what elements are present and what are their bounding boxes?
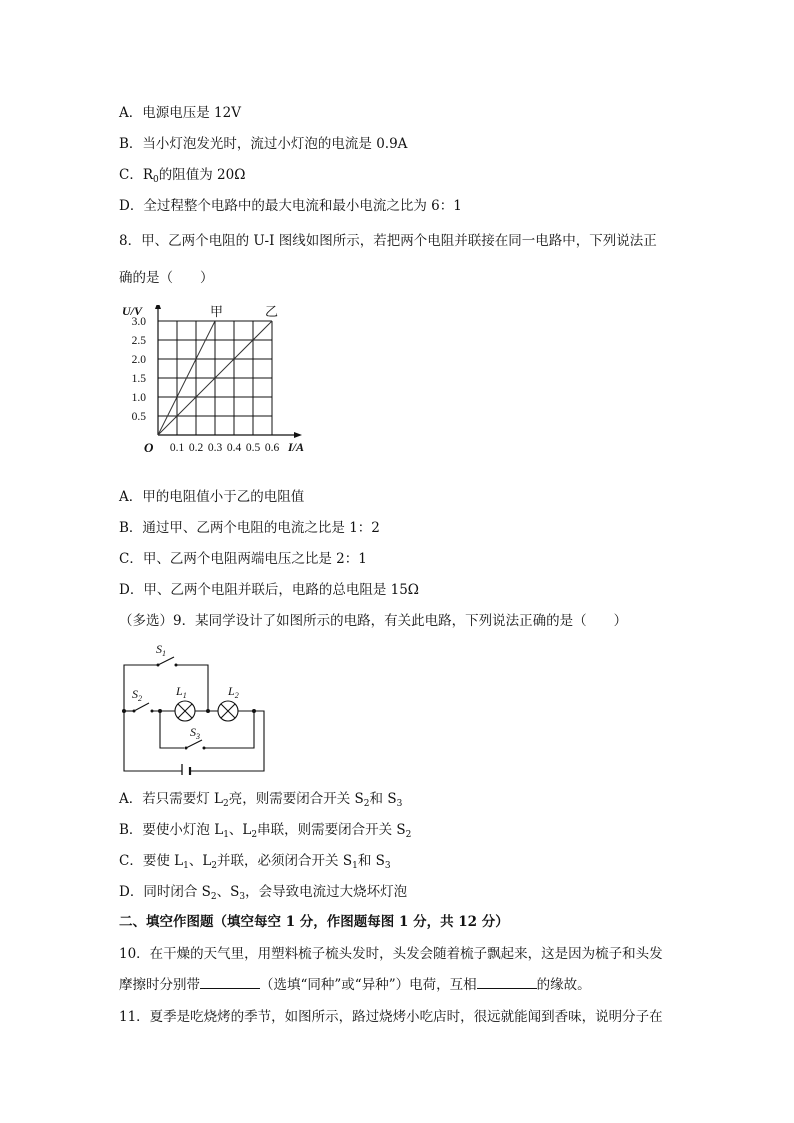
- x-tick-label: 0.5: [245, 442, 261, 454]
- q10-line2: 摩擦时分别带 （选填“同种”或“异种”）电荷，互相 的缘故。: [119, 977, 591, 993]
- x-tick-label: 0.2: [188, 442, 204, 454]
- y-tick-label: 3.0: [131, 316, 146, 328]
- q10-blank-2[interactable]: [477, 976, 537, 989]
- q8-option-d: D．甲、乙两个电阻并联后，电路的总电阻是 15Ω: [119, 582, 419, 598]
- circuit-diagram: [118, 640, 278, 775]
- x-tick-label: 0.3: [207, 442, 223, 454]
- switch-s1-lever: [158, 657, 174, 665]
- q10-line1: 10．在干燥的天气里，用塑料梳子梳头发时，头发会随着梳子飘起来，这是因为梳子和头发: [119, 946, 663, 962]
- label-s2: $S_2$: [132, 687, 142, 703]
- ui-graph: [118, 305, 318, 475]
- q9-option-b: B．要使小灯泡 $L_1$、$L_2$串联，则需要闭合开关 $S_2$: [119, 822, 412, 840]
- label-l1: $L_1$: [176, 684, 187, 700]
- wire-s3-left: [160, 711, 184, 748]
- q8-option-a: A．甲的电阻值小于乙的电阻值: [119, 489, 305, 505]
- x-axis-label: I/A: [288, 440, 305, 454]
- y-tick-label: 2.0: [131, 354, 146, 366]
- label-l2: $L_2$: [228, 684, 239, 700]
- section2-title: 二、填空作图题（填空每空 1 分，作图题每图 1 分，共 12 分）: [119, 914, 509, 930]
- y-tick-label: 0.5: [131, 411, 146, 423]
- q7-option-c: [119, 166, 245, 189]
- x-tick-label: 0.4: [226, 442, 242, 454]
- q11-line1: 11．夏季是吃烧烤的季节，如图所示，路过烧烤小吃店时，很远就能闻到香味，说明分子在: [119, 1009, 663, 1025]
- series-label: 甲: [210, 305, 224, 319]
- x-tick-label: 0.6: [264, 442, 280, 454]
- q7-option-d: D．全过程整个电路中的最大电流和最小电流之比为 6：1: [119, 198, 462, 214]
- wire-bottom-left: [124, 711, 182, 771]
- q7-option-c-suffix: 的阻值为 20Ω: [158, 167, 246, 183]
- q7-option-a: A．电源电压是 12V: [119, 105, 241, 121]
- switch-s2-lever: [134, 703, 149, 711]
- q8-option-c: C．甲、乙两个电阻两端电压之比是 2：1: [119, 551, 367, 567]
- y-tick-label: 1.0: [131, 392, 146, 404]
- label-s1: $S_1$: [156, 642, 166, 658]
- wire-s3-right: [204, 711, 254, 748]
- q9-stem: （多选）9．某同学设计了如图所示的电路，有关此电路，下列说法正确的是（ ）: [119, 613, 628, 629]
- q9-option-a: A．若只需要灯 $L_2$亮，则需要闭合开关 $S_2$和 $S_3$: [119, 791, 403, 809]
- q10-blank-1[interactable]: [200, 976, 260, 989]
- q9-option-c: C．要使 $L_1$、$L_2$并联，必须闭合开关 $S_1$和 $S_3$: [119, 853, 391, 871]
- q8-stem-line2: 确的是（ ）: [119, 270, 214, 286]
- q8-stem-line1: 8．甲、乙两个电阻的 U-I 图线如图所示，若把两个电阻并联接在同一电路中，下列说法正: [119, 233, 657, 249]
- y-axis-label: U/V: [122, 305, 143, 318]
- label-s3: $S_3$: [190, 725, 200, 741]
- switch-s3-lever: [186, 740, 202, 748]
- y-tick-label: 1.5: [131, 373, 146, 385]
- series-label: 乙: [265, 305, 279, 319]
- q9-option-d: D．同时闭合 $S_2$、$S_3$，会导致电流过大烧坏灯泡: [119, 884, 408, 902]
- q7-option-c-sub: 0: [153, 175, 159, 185]
- q8-option-b: B．通过甲、乙两个电阻的电流之比是 1：2: [119, 520, 380, 536]
- origin-label: O: [144, 440, 154, 455]
- y-tick-label: 2.5: [131, 335, 146, 347]
- q7-option-b: B．当小灯泡发光时，流过小灯泡的电流是 0.9A: [119, 136, 408, 152]
- q7-option-c-prefix: C．R: [119, 167, 153, 183]
- y-axis-arrow-icon: [155, 305, 161, 309]
- x-axis-arrow-icon: [294, 432, 302, 438]
- x-tick-label: 0.1: [169, 442, 185, 454]
- wire-top-left: [124, 665, 158, 711]
